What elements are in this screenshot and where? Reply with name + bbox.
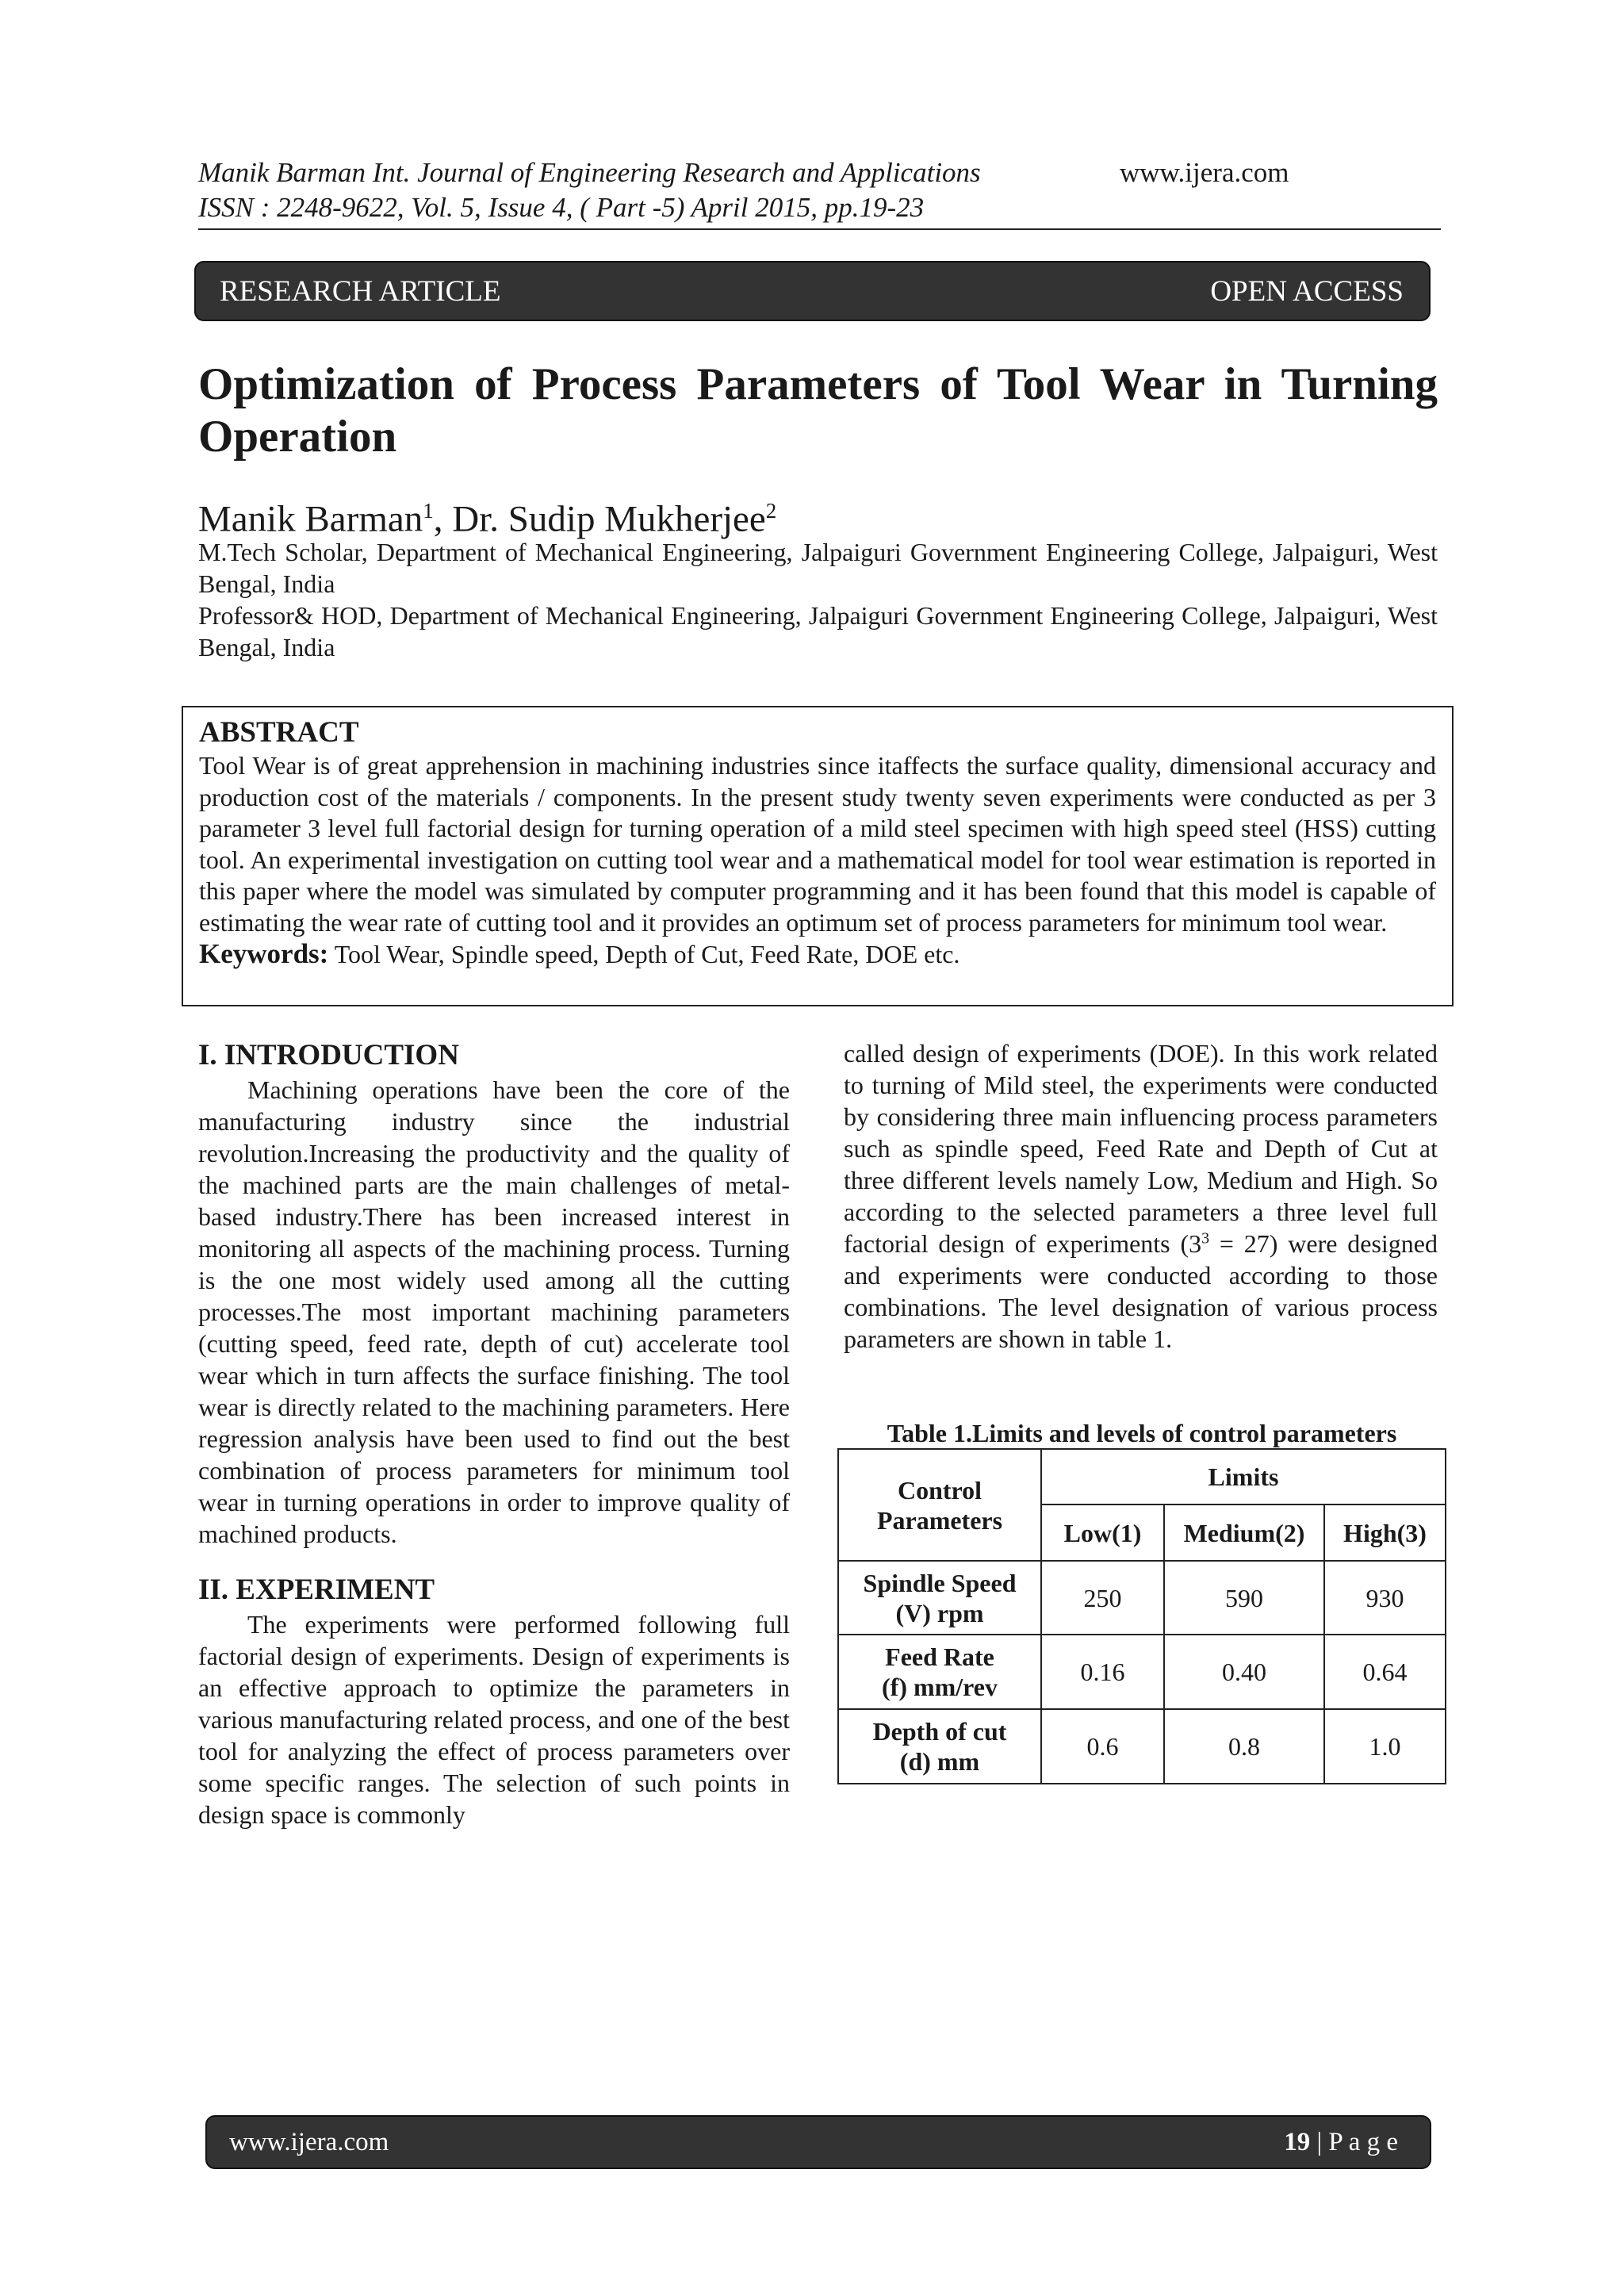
table-row [838, 1635, 1446, 1709]
section-heading-experiment: II. EXPERIMENT [198, 1573, 435, 1606]
keywords-line [199, 938, 1436, 970]
experiment-paragraph-continued [844, 1037, 1438, 1355]
table-cell-param [838, 1561, 1041, 1635]
issn-line: ISSN : 2248-9622, Vol. 5, Issue 4, ( Part -5) April 2015, pp.19-23 [198, 192, 925, 223]
page-label: | P a g e [1310, 2127, 1398, 2156]
affiliation-1: M.Tech Scholar, Department of Mechanical Engineering, Jalpaiguri Government Engineering College, Jalpaiguri, West Bengal, India [198, 538, 1438, 598]
table-header-medium: Medium(2) [1164, 1504, 1324, 1561]
footer-bar [205, 2115, 1431, 2169]
table-cell: 250 [1041, 1561, 1164, 1635]
left-column [198, 1037, 790, 1830]
affiliation-marker: 2 [765, 499, 777, 523]
table-header-limits: Limits [1041, 1449, 1446, 1504]
keywords-text: Tool Wear, Spindle speed, Depth of Cut, Feed Rate, DOE etc. [328, 940, 960, 968]
param-unit: (V) rpm [895, 1598, 984, 1627]
table-cell: 0.40 [1164, 1635, 1324, 1709]
abstract-box [182, 706, 1454, 1006]
page-indicator [1284, 2128, 1398, 2157]
table-header-low: Low(1) [1041, 1504, 1164, 1561]
open-access-label: OPEN ACCESS [1210, 274, 1404, 308]
param-unit: (d) mm [899, 1747, 980, 1776]
param-name: Spindle Speed [863, 1568, 1017, 1597]
param-name: Feed Rate [885, 1642, 994, 1671]
research-article-label: RESEARCH ARTICLE [220, 274, 501, 308]
page-number: 19 [1284, 2127, 1311, 2156]
journal-line: Manik Barman Int. Journal of Engineering Research and Applications [198, 157, 981, 188]
table-caption: Table 1.Limits and levels of control parameters [887, 1419, 1397, 1447]
table-cell-param [838, 1709, 1041, 1784]
article-type-banner [194, 261, 1431, 321]
table-cell: 0.8 [1164, 1709, 1324, 1784]
limits-table [837, 1448, 1446, 1784]
abstract-text: Tool Wear is of great apprehension in machining industries since itaffects the surface quality, dimensional accuracy and production cost of the materials / components. In the present study twenty seven experiments were conducted as per 3 parameter 3 level full factorial design for turning operation of a mild steel specimen with high speed steel (HSS) cutting tool. An experimental investigation on cutting tool wear and a mathematical model for tool wear estimation is reported in this paper where the model was simulated by computer programming and it has been found that this model is capable of estimating the wear rate of cutting tool and it provides an optimum set of process parameters for minimum tool wear. [199, 751, 1436, 937]
param-name: Depth of cut [872, 1717, 1007, 1746]
keywords-label: Keywords: [199, 938, 329, 969]
table-header-row [838, 1449, 1446, 1504]
table-cell: 930 [1324, 1561, 1446, 1635]
affiliation-2: Professor& HOD, Department of Mechanical Engineering, Jalpaiguri Government Engineering College, Jalpaiguri, West Bengal, India [198, 601, 1438, 661]
table-header-high: High(3) [1324, 1504, 1446, 1561]
paragraph-text: called design of experiments (DOE). In this work related to turning of Mild steel, the experiments were conducted by considering three main influencing process parameters such as spindle speed, Feed Rate and Depth of Cut at three different levels namely Low, Medium and High. So according to the selected parameters a three level full factorial design of experiments (3 [844, 1039, 1438, 1258]
author-line [198, 487, 776, 543]
header-website-link[interactable]: www.ijera.com [1120, 157, 1289, 188]
author-name: Dr. Sudip Mukherjee [452, 498, 766, 540]
exponent: 3 [1201, 1229, 1210, 1248]
paragraph-text: = 27) were designed and experiments were conducted according to those combinations. The level designation of various process parameters are shown in table 1. [844, 1229, 1438, 1353]
section-heading-introduction: I. INTRODUCTION [198, 1039, 459, 1071]
table-row [838, 1561, 1446, 1635]
table-header-control-parameters: Control Parameters [838, 1449, 1041, 1561]
table-cell: 0.16 [1041, 1635, 1164, 1709]
table-cell: 0.64 [1324, 1635, 1446, 1709]
table-row [838, 1709, 1446, 1784]
header-rule [198, 228, 1441, 230]
paper-title: Optimization of Process Parameters of Tool Wear in Turning Operation [198, 359, 1438, 462]
author-name: Manik Barman [198, 498, 423, 540]
experiment-paragraph: The experiments were performed following full factorial design of experiments. Design of experiments is an effective approach to optimize the parameters in various manufacturing related process, and one of the best tool for analyzing the effect of process parameters over some specific ranges. The selection of such points in design space is commonly [198, 1610, 790, 1829]
param-unit: (f) mm/rev [882, 1673, 998, 1701]
abstract-heading: ABSTRACT [199, 716, 359, 749]
affiliation-marker: 1 [423, 499, 434, 523]
author-separator: , [433, 498, 453, 540]
table-cell: 1.0 [1324, 1709, 1446, 1784]
table-cell: 590 [1164, 1561, 1324, 1635]
right-column [844, 1037, 1438, 1355]
table-cell: 0.6 [1041, 1709, 1164, 1784]
footer-website-link[interactable]: www.ijera.com [229, 2127, 389, 2156]
table-cell-param [838, 1635, 1041, 1709]
introduction-paragraph: Machining operations have been the core of the manufacturing industry since the industrial revolution.Increasing the productivity and the quality of the machined parts are the main challenges of metal-based industry.There has been increased interest in monitoring all aspects of the machining process. Turning is the one most widely used among all the cutting processes.The most important machining parameters (cutting speed, feed rate, depth of cut) accelerate tool wear which in turn affects the surface finishing. The tool wear is directly related to the machining parameters. Here regression analysis have been used to find out the best combination of process parameters for minimum tool wear in turning operations in order to improve quality of machined products. [198, 1075, 790, 1548]
